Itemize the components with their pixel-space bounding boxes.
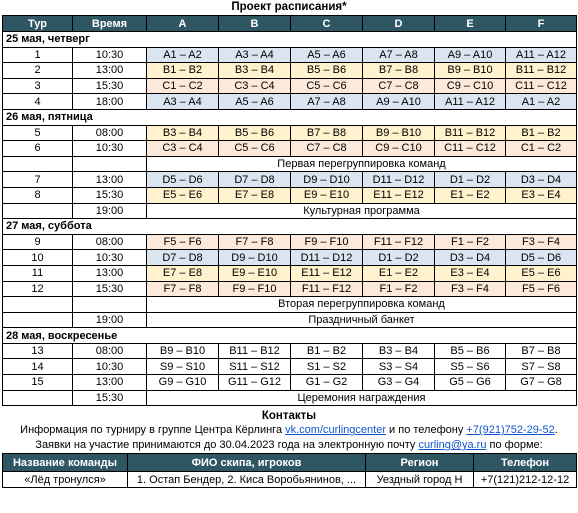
matchup-cell: E3 – E4 [435, 265, 506, 281]
game-time: 13:00 [73, 375, 147, 391]
matchup-cell: S5 – S6 [435, 359, 506, 375]
tour-number [3, 390, 73, 406]
tour-number: 5 [3, 125, 73, 141]
tour-number: 8 [3, 187, 73, 203]
game-time: 18:00 [73, 94, 147, 110]
game-row [3, 141, 577, 157]
day-header-row [3, 32, 577, 48]
event-row [3, 156, 577, 172]
matchup-cell: B9 – B10 [363, 125, 435, 141]
game-time: 19:00 [73, 312, 147, 328]
game-time: 19:00 [73, 203, 147, 219]
header-sheet-f: F [506, 16, 577, 32]
game-time: 15:30 [73, 78, 147, 94]
tour-number: 15 [3, 375, 73, 391]
event-description: Праздничный банкет [147, 312, 577, 328]
matchup-cell: C9 – C10 [363, 141, 435, 157]
matchup-cell: F11 – F12 [363, 234, 435, 250]
matchup-cell: D9 – D10 [219, 250, 291, 266]
game-time: 10:30 [73, 47, 147, 63]
matchup-cell: B11 – B12 [506, 63, 577, 79]
tour-number: 14 [3, 359, 73, 375]
tour-number: 1 [3, 47, 73, 63]
tour-number: 4 [3, 94, 73, 110]
matchup-cell: G9 – G10 [147, 375, 219, 391]
matchup-cell: D11 – D12 [363, 172, 435, 188]
matchup-cell: E1 – E2 [363, 265, 435, 281]
game-time: 15:30 [73, 281, 147, 297]
matchup-cell: A1 – A2 [147, 47, 219, 63]
matchup-cell: G11 – G12 [219, 375, 291, 391]
matchup-cell: D1 – D2 [435, 172, 506, 188]
matchup-cell: B1 – B2 [147, 63, 219, 79]
game-row [3, 250, 577, 266]
matchup-cell: E1 – E2 [435, 187, 506, 203]
game-time: 08:00 [73, 343, 147, 359]
matchup-cell: D5 – D6 [506, 250, 577, 266]
event-description: Культурная программа [147, 203, 577, 219]
schedule-table [2, 15, 577, 406]
game-time: 13:00 [73, 265, 147, 281]
matchup-cell: F5 – F6 [147, 234, 219, 250]
matchup-cell: E11 – E12 [363, 187, 435, 203]
game-time: 10:30 [73, 141, 147, 157]
tour-number [3, 297, 73, 313]
tour-number [3, 156, 73, 172]
matchup-cell: S3 – S4 [363, 359, 435, 375]
matchup-cell: B7 – B8 [506, 343, 577, 359]
game-row [3, 63, 577, 79]
matchup-cell: B7 – B8 [363, 63, 435, 79]
matchup-cell: E7 – E8 [219, 187, 291, 203]
matchup-cell: D3 – D4 [506, 172, 577, 188]
game-time: 15:30 [73, 390, 147, 406]
matchup-cell: A11 – A12 [506, 47, 577, 63]
matchup-cell: C11 – C12 [435, 141, 506, 157]
game-time: 08:00 [73, 234, 147, 250]
matchup-cell: A9 – A10 [435, 47, 506, 63]
schedule-header-row [3, 16, 577, 32]
matchup-cell: B5 – B6 [435, 343, 506, 359]
matchup-cell: D3 – D4 [435, 250, 506, 266]
day-label: 27 мая, суббота [3, 219, 577, 235]
contacts-info-line [0, 423, 578, 438]
matchup-cell: B3 – B4 [219, 63, 291, 79]
form-header-players: ФИО скипа, игроков [128, 454, 366, 472]
day-header-row [3, 109, 577, 125]
event-description: Церемония награждения [147, 390, 577, 406]
matchup-cell: B3 – B4 [363, 343, 435, 359]
matchup-cell: D7 – D8 [219, 172, 291, 188]
matchup-cell: B1 – B2 [291, 343, 363, 359]
contacts-title: Контакты [261, 410, 317, 423]
matchup-cell: C3 – C4 [219, 78, 291, 94]
tour-number: 7 [3, 172, 73, 188]
matchup-cell: F11 – F12 [291, 281, 363, 297]
application-text: Заявки на участие принимаются до 30.04.2023 года на электронную почту [35, 439, 419, 452]
matchup-cell: C7 – C8 [291, 141, 363, 157]
event-description: Вторая перегруппировка команд [147, 297, 577, 313]
tour-number: 10 [3, 250, 73, 266]
page-title: Проект расписания* [231, 1, 347, 13]
game-time: 15:30 [73, 187, 147, 203]
matchup-cell: D1 – D2 [363, 250, 435, 266]
matchup-cell: C11 – C12 [506, 78, 577, 94]
matchup-cell: G1 – G2 [291, 375, 363, 391]
game-time [73, 156, 147, 172]
matchup-cell: B5 – B6 [291, 63, 363, 79]
matchup-cell: S1 – S2 [291, 359, 363, 375]
tour-number: 6 [3, 141, 73, 157]
day-label: 26 мая, пятница [3, 109, 577, 125]
tour-number: 9 [3, 234, 73, 250]
tour-number: 3 [3, 78, 73, 94]
form-players: 1. Остап Бендер, 2. Киса Воробьянинов, ... [128, 472, 366, 488]
header-sheet-c: C [291, 16, 363, 32]
game-time: 10:30 [73, 359, 147, 375]
header-sheet-e: E [435, 16, 506, 32]
form-example-row [3, 472, 577, 488]
phone-link[interactable]: +7(921)752-29-52 [466, 424, 555, 437]
tour-number [3, 312, 73, 328]
game-row [3, 265, 577, 281]
matchup-cell: E7 – E8 [147, 265, 219, 281]
matchup-cell: F3 – F4 [435, 281, 506, 297]
matchup-cell: G7 – G8 [506, 375, 577, 391]
matchup-cell: C7 – C8 [363, 78, 435, 94]
form-header-region: Регион [366, 454, 474, 472]
matchup-cell: F3 – F4 [506, 234, 577, 250]
matchup-cell: B11 – B12 [219, 343, 291, 359]
matchup-cell: F1 – F2 [363, 281, 435, 297]
matchup-cell: A11 – A12 [435, 94, 506, 110]
matchup-cell: G5 – G6 [435, 375, 506, 391]
tour-number: 12 [3, 281, 73, 297]
event-row [3, 390, 577, 406]
header-sheet-d: D [363, 16, 435, 32]
matchup-cell: A5 – A6 [291, 47, 363, 63]
matchup-cell: C1 – C2 [506, 141, 577, 157]
form-header-team: Название команды [3, 454, 128, 472]
game-row [3, 78, 577, 94]
matchup-cell: A7 – A8 [291, 94, 363, 110]
matchup-cell: C9 – C10 [435, 78, 506, 94]
day-label: 28 мая, воскресенье [3, 328, 577, 344]
tour-number: 11 [3, 265, 73, 281]
matchup-cell: B11 – B12 [435, 125, 506, 141]
header-sheet-a: A [147, 16, 219, 32]
matchup-cell: A7 – A8 [363, 47, 435, 63]
matchup-cell: E3 – E4 [506, 187, 577, 203]
game-row [3, 234, 577, 250]
matchup-cell: D9 – D10 [291, 172, 363, 188]
matchup-cell: F9 – F10 [291, 234, 363, 250]
application-suffix: по форме: [486, 439, 543, 452]
matchup-cell: A5 – A6 [219, 94, 291, 110]
matchup-cell: B7 – B8 [291, 125, 363, 141]
form-header-row [3, 454, 577, 472]
event-row [3, 297, 577, 313]
matchup-cell: D11 – D12 [291, 250, 363, 266]
matchup-cell: B1 – B2 [506, 125, 577, 141]
form-region: Уездный город Н [366, 472, 474, 488]
email-link[interactable]: curling@ya.ru [418, 439, 487, 452]
game-row [3, 47, 577, 63]
schedule-body [3, 32, 577, 406]
tour-number: 2 [3, 63, 73, 79]
matchup-cell: F5 – F6 [506, 281, 577, 297]
matchup-cell: B9 – B10 [147, 343, 219, 359]
game-row [3, 375, 577, 391]
matchup-cell: A3 – A4 [219, 47, 291, 63]
event-row [3, 312, 577, 328]
matchup-cell: C1 – C2 [147, 78, 219, 94]
game-row [3, 281, 577, 297]
matchup-cell: E5 – E6 [147, 187, 219, 203]
game-row [3, 343, 577, 359]
header-tour: Тур [3, 16, 73, 32]
matchup-cell: S9 – S10 [147, 359, 219, 375]
form-header-phone: Телефон [474, 454, 577, 472]
game-time: 13:00 [73, 63, 147, 79]
matchup-cell: E5 – E6 [506, 265, 577, 281]
matchup-cell: D5 – D6 [147, 172, 219, 188]
day-header-row [3, 219, 577, 235]
matchup-cell: S7 – S8 [506, 359, 577, 375]
matchup-cell: G3 – G4 [363, 375, 435, 391]
application-form-table [2, 453, 577, 488]
matchup-cell: B9 – B10 [435, 63, 506, 79]
form-team-name: «Лёд тронулся» [3, 472, 128, 488]
contacts-info-text: Информация по турниру в группе Центра Кёрлинга [20, 424, 286, 437]
contacts-info-mid: и по телефону [386, 424, 467, 437]
event-description: Первая перегруппировка команд [147, 156, 577, 172]
game-row [3, 172, 577, 188]
matchup-cell: A3 – A4 [147, 94, 219, 110]
matchup-cell: F9 – F10 [219, 281, 291, 297]
game-time: 13:00 [73, 172, 147, 188]
matchup-cell: F7 – F8 [147, 281, 219, 297]
game-row [3, 187, 577, 203]
game-row [3, 125, 577, 141]
matchup-cell: E9 – E10 [219, 265, 291, 281]
matchup-cell: S11 – S12 [219, 359, 291, 375]
matchup-cell: A9 – A10 [363, 94, 435, 110]
day-header-row [3, 328, 577, 344]
day-label: 25 мая, четверг [3, 32, 577, 48]
matchup-cell: B5 – B6 [219, 125, 291, 141]
game-time: 08:00 [73, 125, 147, 141]
game-row [3, 359, 577, 375]
matchup-cell: A1 – A2 [506, 94, 577, 110]
form-phone: +7(121)212-12-12 [474, 472, 577, 488]
matchup-cell: C3 – C4 [147, 141, 219, 157]
matchup-cell: C5 – C6 [291, 78, 363, 94]
game-time [73, 297, 147, 313]
event-row [3, 203, 577, 219]
matchup-cell: F1 – F2 [435, 234, 506, 250]
matchup-cell: D7 – D8 [147, 250, 219, 266]
header-time: Время [73, 16, 147, 32]
header-sheet-b: B [219, 16, 291, 32]
tour-number: 13 [3, 343, 73, 359]
matchup-cell: C5 – C6 [219, 141, 291, 157]
contacts-application-line [0, 438, 578, 453]
matchup-cell: E9 – E10 [291, 187, 363, 203]
game-time: 10:30 [73, 250, 147, 266]
matchup-cell: F7 – F8 [219, 234, 291, 250]
tour-number [3, 203, 73, 219]
game-row [3, 94, 577, 110]
vk-group-link[interactable]: vk.com/curlingcenter [285, 424, 386, 437]
matchup-cell: B3 – B4 [147, 125, 219, 141]
matchup-cell: E11 – E12 [291, 265, 363, 281]
contacts-info-suffix: . [554, 424, 558, 437]
